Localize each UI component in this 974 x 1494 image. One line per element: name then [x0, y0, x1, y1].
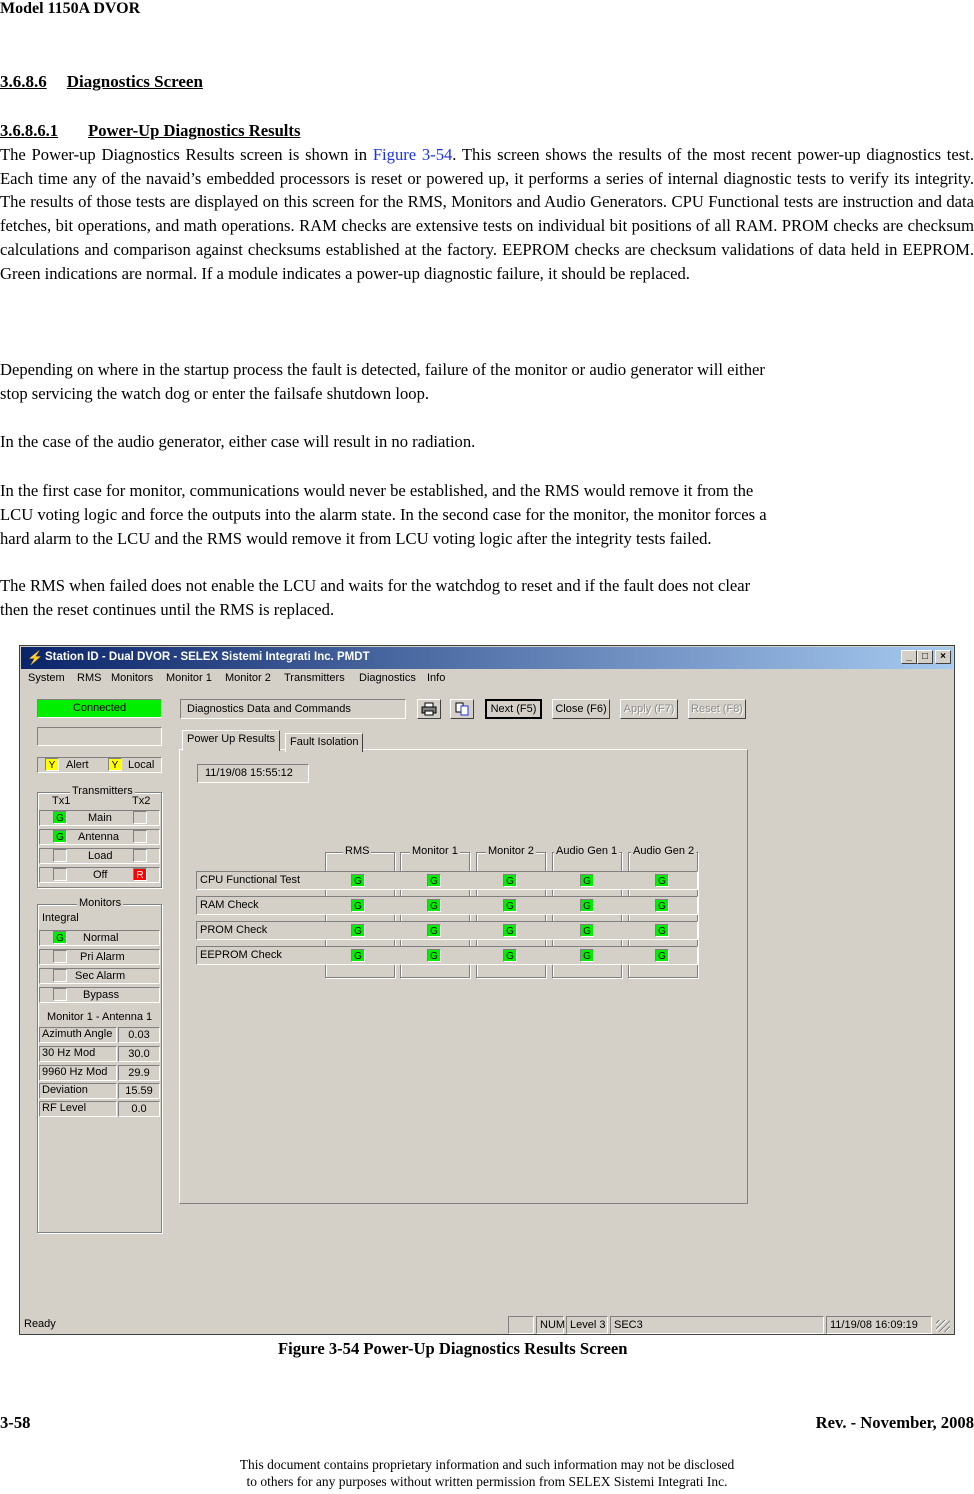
- cpu-monitor1-lamp: G: [427, 874, 441, 887]
- eeprom-audiogen2-lamp: G: [655, 949, 669, 962]
- status-empty-cell: [508, 1316, 534, 1334]
- subsection-title: Power-Up Diagnostics Results: [88, 121, 301, 140]
- menu-rms[interactable]: RMS: [77, 672, 102, 684]
- eeprom-rms-lamp: G: [351, 949, 365, 962]
- tx2-main-lamp: [133, 811, 147, 824]
- paragraph-startup-l1: Depending on where in the startup process the fault is detected, failure of the monitor or audio generator will either: [0, 360, 765, 379]
- table-row: [196, 921, 698, 940]
- status-datetime: 11/19/08 16:09:19: [826, 1316, 932, 1334]
- tx2-load-lamp: [133, 849, 147, 862]
- row-label-eeprom: EEPROM Check: [200, 949, 282, 961]
- ram-audiogen2-lamp: G: [655, 899, 669, 912]
- connection-status: Connected: [37, 699, 162, 718]
- status-level: Level 3: [566, 1316, 608, 1334]
- close-button[interactable]: Close (F6): [552, 699, 610, 719]
- menu-diagnostics[interactable]: Diagnostics: [359, 672, 416, 684]
- row-label-cpu: CPU Functional Test: [200, 874, 301, 886]
- row-label-ram: RAM Check: [200, 899, 259, 911]
- prom-monitor2-lamp: G: [503, 924, 517, 937]
- paragraph-monitor-l3: hard alarm to the LCU and the RMS would remove it from LCU voting logic after the integrity tests failed.: [0, 529, 712, 548]
- section-heading: [0, 72, 203, 92]
- tx1-antenna-lamp: G: [53, 830, 67, 843]
- col-header-rms: RMS: [345, 845, 370, 857]
- window-title: Station ID - Dual DVOR - SELEX Sistemi Integrati Inc. PMDT: [45, 651, 370, 663]
- proprietary-notice-l2: to others for any purposes without written permission from SELEX Sistemi Integrati Inc.: [246, 1474, 728, 1489]
- sec-alarm-lamp: [53, 969, 67, 982]
- paragraph-rms-l2: then the reset continues until the RMS is replaced.: [0, 600, 335, 619]
- monitor-row-bypass-label: Bypass: [83, 989, 120, 1001]
- param-value-azimuth: 0.03: [118, 1027, 160, 1043]
- title-bar[interactable]: [21, 647, 953, 669]
- revision-date: Rev. - November, 2008: [815, 1413, 974, 1432]
- local-label: Local: [128, 759, 155, 771]
- tx1-main-lamp: G: [53, 811, 67, 824]
- print-button[interactable]: [417, 699, 441, 719]
- local-lamp: Y: [108, 758, 122, 771]
- menu-monitor-1[interactable]: Monitor 1: [166, 672, 212, 684]
- apply-button[interactable]: Apply (F7): [620, 699, 678, 719]
- paragraph-rms-l1: The RMS when failed does not enable the LCU and waits for the watchdog to reset and if the fault does not clear: [0, 576, 751, 595]
- section-number: 3.6.8.6: [0, 72, 47, 91]
- transmitters-title: Transmitters: [72, 785, 133, 797]
- monitor-row-normal-label: Normal: [83, 932, 119, 944]
- ram-audiogen1-lamp: G: [580, 899, 594, 912]
- col-header-monitor1: Monitor 1: [412, 845, 458, 857]
- monitor-row-pri-alarm-label: Pri Alarm: [80, 951, 125, 963]
- tx1-load-lamp: [53, 849, 67, 862]
- param-label-azimuth: Azimuth Angle: [42, 1028, 113, 1040]
- menu-monitors[interactable]: Monitors: [111, 672, 154, 684]
- results-timestamp: 11/19/08 15:55:12: [197, 764, 309, 783]
- table-row: [196, 896, 698, 915]
- ram-rms-lamp: G: [351, 899, 365, 912]
- maximize-button[interactable]: □: [917, 650, 933, 664]
- tx2-antenna-lamp: [133, 830, 147, 843]
- menu-transmitters[interactable]: Transmitters: [284, 672, 345, 684]
- paragraph-startup-l2: stop servicing the watch dog or enter the failsafe shutdown loop.: [0, 384, 430, 403]
- tx-row-off-label: Off: [93, 869, 108, 881]
- status-blank-field: [37, 727, 162, 746]
- pri-alarm-lamp: [53, 950, 67, 963]
- menu-monitor-2[interactable]: Monitor 2: [225, 672, 271, 684]
- status-sec: SEC3: [610, 1316, 824, 1334]
- reset-button[interactable]: Reset (F8): [688, 699, 746, 719]
- tab-power-up-results[interactable]: Power Up Results: [182, 730, 280, 751]
- param-value-9960hz: 29.9: [118, 1065, 160, 1081]
- panel-title: Diagnostics Data and Commands: [180, 699, 406, 719]
- param-value-deviation: 15.59: [118, 1083, 160, 1099]
- alert-lamp: Y: [45, 758, 59, 771]
- figure-caption: Figure 3-54 Power-Up Diagnostics Results Screen: [278, 1339, 628, 1358]
- tx1-off-lamp: [53, 868, 67, 881]
- tx-row-antenna-label: Antenna: [78, 831, 119, 843]
- param-label-9960hz: 9960 Hz Mod: [42, 1066, 108, 1078]
- menu-info[interactable]: Info: [427, 672, 446, 684]
- status-num: NUM: [536, 1316, 564, 1334]
- param-label-30hz: 30 Hz Mod: [42, 1047, 96, 1059]
- cpu-audiogen1-lamp: G: [580, 874, 594, 887]
- close-window-button[interactable]: ×: [935, 650, 951, 664]
- pmdt-window: [19, 645, 955, 1335]
- tx-row-main-label: Main: [88, 812, 112, 824]
- running-header: Model 1150A DVOR: [0, 0, 141, 17]
- prom-audiogen2-lamp: G: [655, 924, 669, 937]
- tx2-label: Tx2: [132, 795, 151, 807]
- menu-bar: [21, 669, 953, 688]
- eeprom-monitor1-lamp: G: [427, 949, 441, 962]
- param-label-deviation: Deviation: [42, 1084, 88, 1096]
- next-button[interactable]: Next (F5): [485, 699, 542, 719]
- monitors-title: Monitors: [79, 897, 122, 909]
- section-title: Diagnostics Screen: [66, 72, 203, 91]
- prom-audiogen1-lamp: G: [580, 924, 594, 937]
- subsection-number: 3.6.8.6.1: [0, 121, 59, 140]
- resize-grip[interactable]: [936, 1320, 950, 1332]
- paragraph-intro-text: The Power-up Diagnostics Results screen is shown in: [0, 145, 373, 164]
- tx-row-load-label: Load: [88, 850, 113, 862]
- tx2-off-lamp: R: [133, 868, 147, 881]
- monitor-subtitle: Monitor 1 - Antenna 1: [47, 1011, 153, 1023]
- eeprom-audiogen1-lamp: G: [580, 949, 594, 962]
- tx1-label: Tx1: [52, 795, 71, 807]
- copy-icon: [454, 702, 470, 716]
- eeprom-monitor2-lamp: G: [503, 949, 517, 962]
- bypass-lamp: [53, 988, 67, 1001]
- param-label-rf-level: RF Level: [42, 1102, 87, 1114]
- ram-monitor1-lamp: G: [427, 899, 441, 912]
- col-header-audiogen2: Audio Gen 2: [633, 845, 695, 857]
- minimize-button[interactable]: _: [901, 650, 917, 664]
- cpu-audiogen2-lamp: G: [655, 874, 669, 887]
- figure-link[interactable]: Figure 3-54: [372, 145, 453, 164]
- printer-icon: [421, 702, 437, 716]
- copy-button[interactable]: [450, 699, 474, 719]
- page-number: 3-58: [0, 1413, 31, 1432]
- cpu-monitor2-lamp: G: [503, 874, 517, 887]
- cpu-rms-lamp: G: [351, 874, 365, 887]
- paragraph-audio-gen: In the case of the audio generator, either case will result in no radiation.: [0, 432, 476, 451]
- paragraph-monitor-l2: LCU voting logic and force the outputs into the alarm state. In the second case for the monitor, the monitor forces a: [0, 505, 767, 524]
- col-header-audiogen1: Audio Gen 1: [556, 845, 618, 857]
- menu-system[interactable]: System: [28, 672, 65, 684]
- proprietary-notice-l1: This document contains proprietary information and such information may not be disclosed: [239, 1457, 735, 1472]
- paragraph-intro: [0, 143, 974, 285]
- subsection-heading: [0, 121, 300, 141]
- monitor-row-sec-alarm-label: Sec Alarm: [75, 970, 126, 982]
- prom-rms-lamp: G: [351, 924, 365, 937]
- tab-fault-isolation[interactable]: Fault Isolation: [285, 733, 363, 752]
- normal-lamp: G: [53, 931, 67, 944]
- alert-label: Alert: [66, 759, 89, 771]
- monitors-mode: Integral: [42, 912, 79, 924]
- col-header-monitor2: Monitor 2: [488, 845, 534, 857]
- paragraph-monitor-l1: In the first case for monitor, communications would never be established, and the RMS would remove it from the: [0, 481, 754, 500]
- row-label-prom: PROM Check: [200, 924, 268, 936]
- status-ready: Ready: [24, 1318, 56, 1330]
- param-value-rf-level: 0.0: [118, 1101, 160, 1117]
- prom-monitor1-lamp: G: [427, 924, 441, 937]
- app-icon: ⚡: [27, 650, 44, 665]
- ram-monitor2-lamp: G: [503, 899, 517, 912]
- param-value-30hz: 30.0: [118, 1046, 160, 1062]
- paragraph-intro-text-2: . This screen shows the results of the most recent power-up diagnostics test. Each time any of the navaid’s embedded processors is reset or powered up, it performs a series of internal diagnostic tests to verify its integrity. The results of those tests are displayed on this screen for the RMS, Monitors and Audio Generators. CPU Functional tests are instruction and data fetches, bit operations, and math operations. RAM checks are extensive tests on individual bit positions of all RAM. PROM checks are checksum calculations and comparison against checksums established at the factory. EEPROM checks are checksum validations of data held in EEPROM. Green indications are normal. If a module indicates a power-up diagnostic failure, it should be replaced.: [0, 145, 974, 283]
